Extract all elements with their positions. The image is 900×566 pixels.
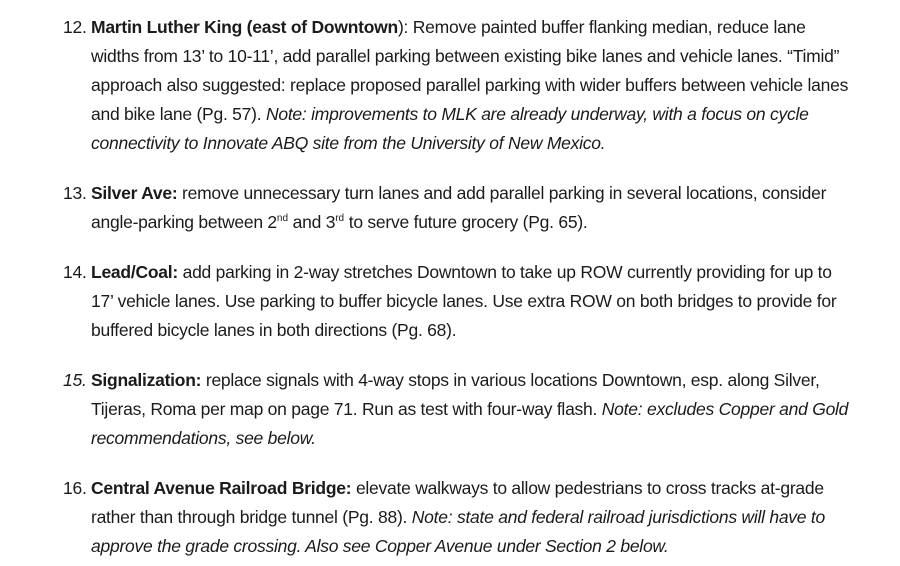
text-run: to serve future grocery (Pg. 65). — [344, 212, 588, 232]
item-text — [91, 474, 856, 561]
item-number-italic: 15. — [63, 370, 87, 390]
text-run-bold: Signalization: — [91, 370, 202, 390]
item-number: 14. — [63, 262, 87, 282]
text-run: add parking in 2-way stretches Downtown to take up ROW currently providing for up to 17’ vehicle lanes. Use parking to buffer bicycle lanes. Use extra ROW on both bridges to provide for buffered bicycle lanes in both directions (Pg. 68). — [91, 262, 837, 340]
list-item-14 — [63, 258, 856, 345]
item-number: 13. — [63, 183, 87, 203]
text-run: elevate walkways to allow pedestrians to cross tracks at-grade rather than through bridge tunnel (Pg. 88). — [91, 478, 824, 527]
list-item-15 — [63, 366, 856, 453]
text-run: remove unnecessary turn lanes and add parallel parking in several locations, consider angle-parking between 2 — [91, 183, 827, 232]
text-run-note-italic: Note: excludes Copper and Gold recommendations, see below. — [91, 399, 849, 448]
ordinal-superscript: nd — [276, 213, 289, 225]
text-run-note-italic: Note: state and federal railroad jurisdictions will have to approve the grade crossing. Also see Copper Avenue under Section 2 below. — [91, 507, 825, 556]
text-run-bold: Martin Luther King (east of Downtown — [91, 17, 398, 37]
text-run: and 3 — [288, 212, 336, 232]
list-item-16 — [63, 474, 856, 561]
item-number: 12. — [63, 17, 87, 37]
list-item-13 — [63, 179, 856, 237]
text-run-bold: Silver Ave: — [91, 183, 178, 203]
item-number: 16. — [63, 478, 87, 498]
item-text — [91, 258, 856, 345]
text-run-bold: Central Avenue Railroad Bridge: — [91, 478, 352, 498]
item-text — [91, 179, 856, 237]
item-text — [91, 13, 856, 158]
text-run-note-italic: Note: improvements to MLK are already underway, with a focus on cycle connectivity to Innovate ABQ site from the University of New Mexico. — [91, 104, 809, 153]
item-text — [91, 366, 856, 453]
text-run-bold: Lead/Coal: — [91, 262, 178, 282]
text-run: ): Remove painted buffer flanking median, reduce lane widths from 13’ to 10-11’, add parallel parking between existing bike lanes and vehicle lanes. “Timid” approach also suggested: replace proposed parallel parking with wider buffers between vehicle lanes and bike lane (Pg. 57). — [91, 17, 849, 124]
ordinal-superscript: rd — [335, 213, 345, 225]
list-item-12 — [63, 13, 856, 158]
text-run: replace signals with 4-way stops in various locations Downtown, esp. along Silver, Tijeras, Roma per map on page 71. Run as test with four-way flash. — [91, 370, 820, 419]
